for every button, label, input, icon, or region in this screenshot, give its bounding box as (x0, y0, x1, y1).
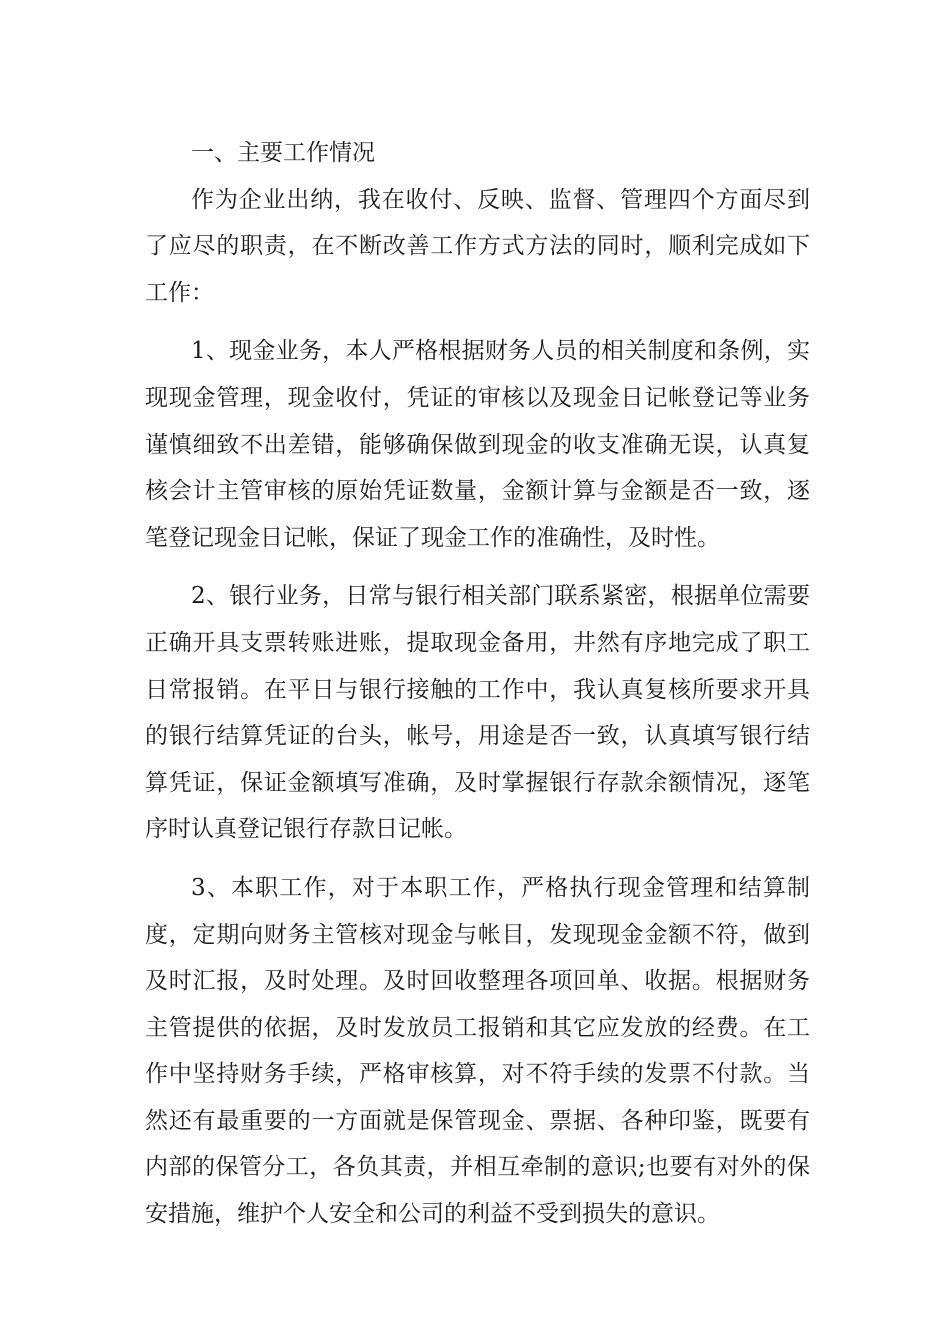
section-heading: 一、主要工作情况 (191, 140, 375, 166)
duty-work-paragraph: 3、本职工作，对于本职工作，严格执行现金管理和结算制度，定期向财务主管核对现金与帐目，发现现金金额不符，做到及时汇报，及时处理。及时回收整理各项回单、收据。根据财务主管提供的依据，及时发放员工报销和其它应发放的经费。在工作中坚持财务手续，严格审核算，对不符手续的发票不付款。当然还有最重要的一方面就是保管现金、票据、各种印鉴，既要有内部的保管分工，各负其责，并相互牵制的意识;也要有对外的保安措施，维护个人安全和公司的利益不受到损失的意识。 (145, 874, 810, 1228)
cash-business-paragraph: 1、现金业务，本人严格根据财务人员的相关制度和条例，实现现金管理，现金收付，凭证的审核以及现金日记帐登记等业务谨慎细致不出差错，能够确保做到现金的收支准确无误，认真复核会计主管审核的原始凭证数量，金额计算与金额是否一致，逐笔登记现金日记帐，保证了现金工作的准确性，及时性。 (145, 338, 810, 551)
document-body (145, 130, 810, 1250)
intro-paragraph: 作为企业出纳，我在收付、反映、监督、管理四个方面尽到了应尽的职责，在不断改善工作方式方法的同时，顺利完成如下工作： (145, 186, 810, 306)
bank-business-paragraph: 2、银行业务，日常与银行相关部门联系紧密，根据单位需要正确开具支票转账进账，提取现金备用，井然有序地完成了职工日常报销。在平日与银行接触的工作中，我认真复核所要求开具的银行结算凭证的台头，帐号，用途是否一致，认真填写银行结算凭证，保证金额填写准确，及时掌握银行存款余额情况，逐笔序时认真登记银行存款日记帐。 (145, 583, 810, 843)
